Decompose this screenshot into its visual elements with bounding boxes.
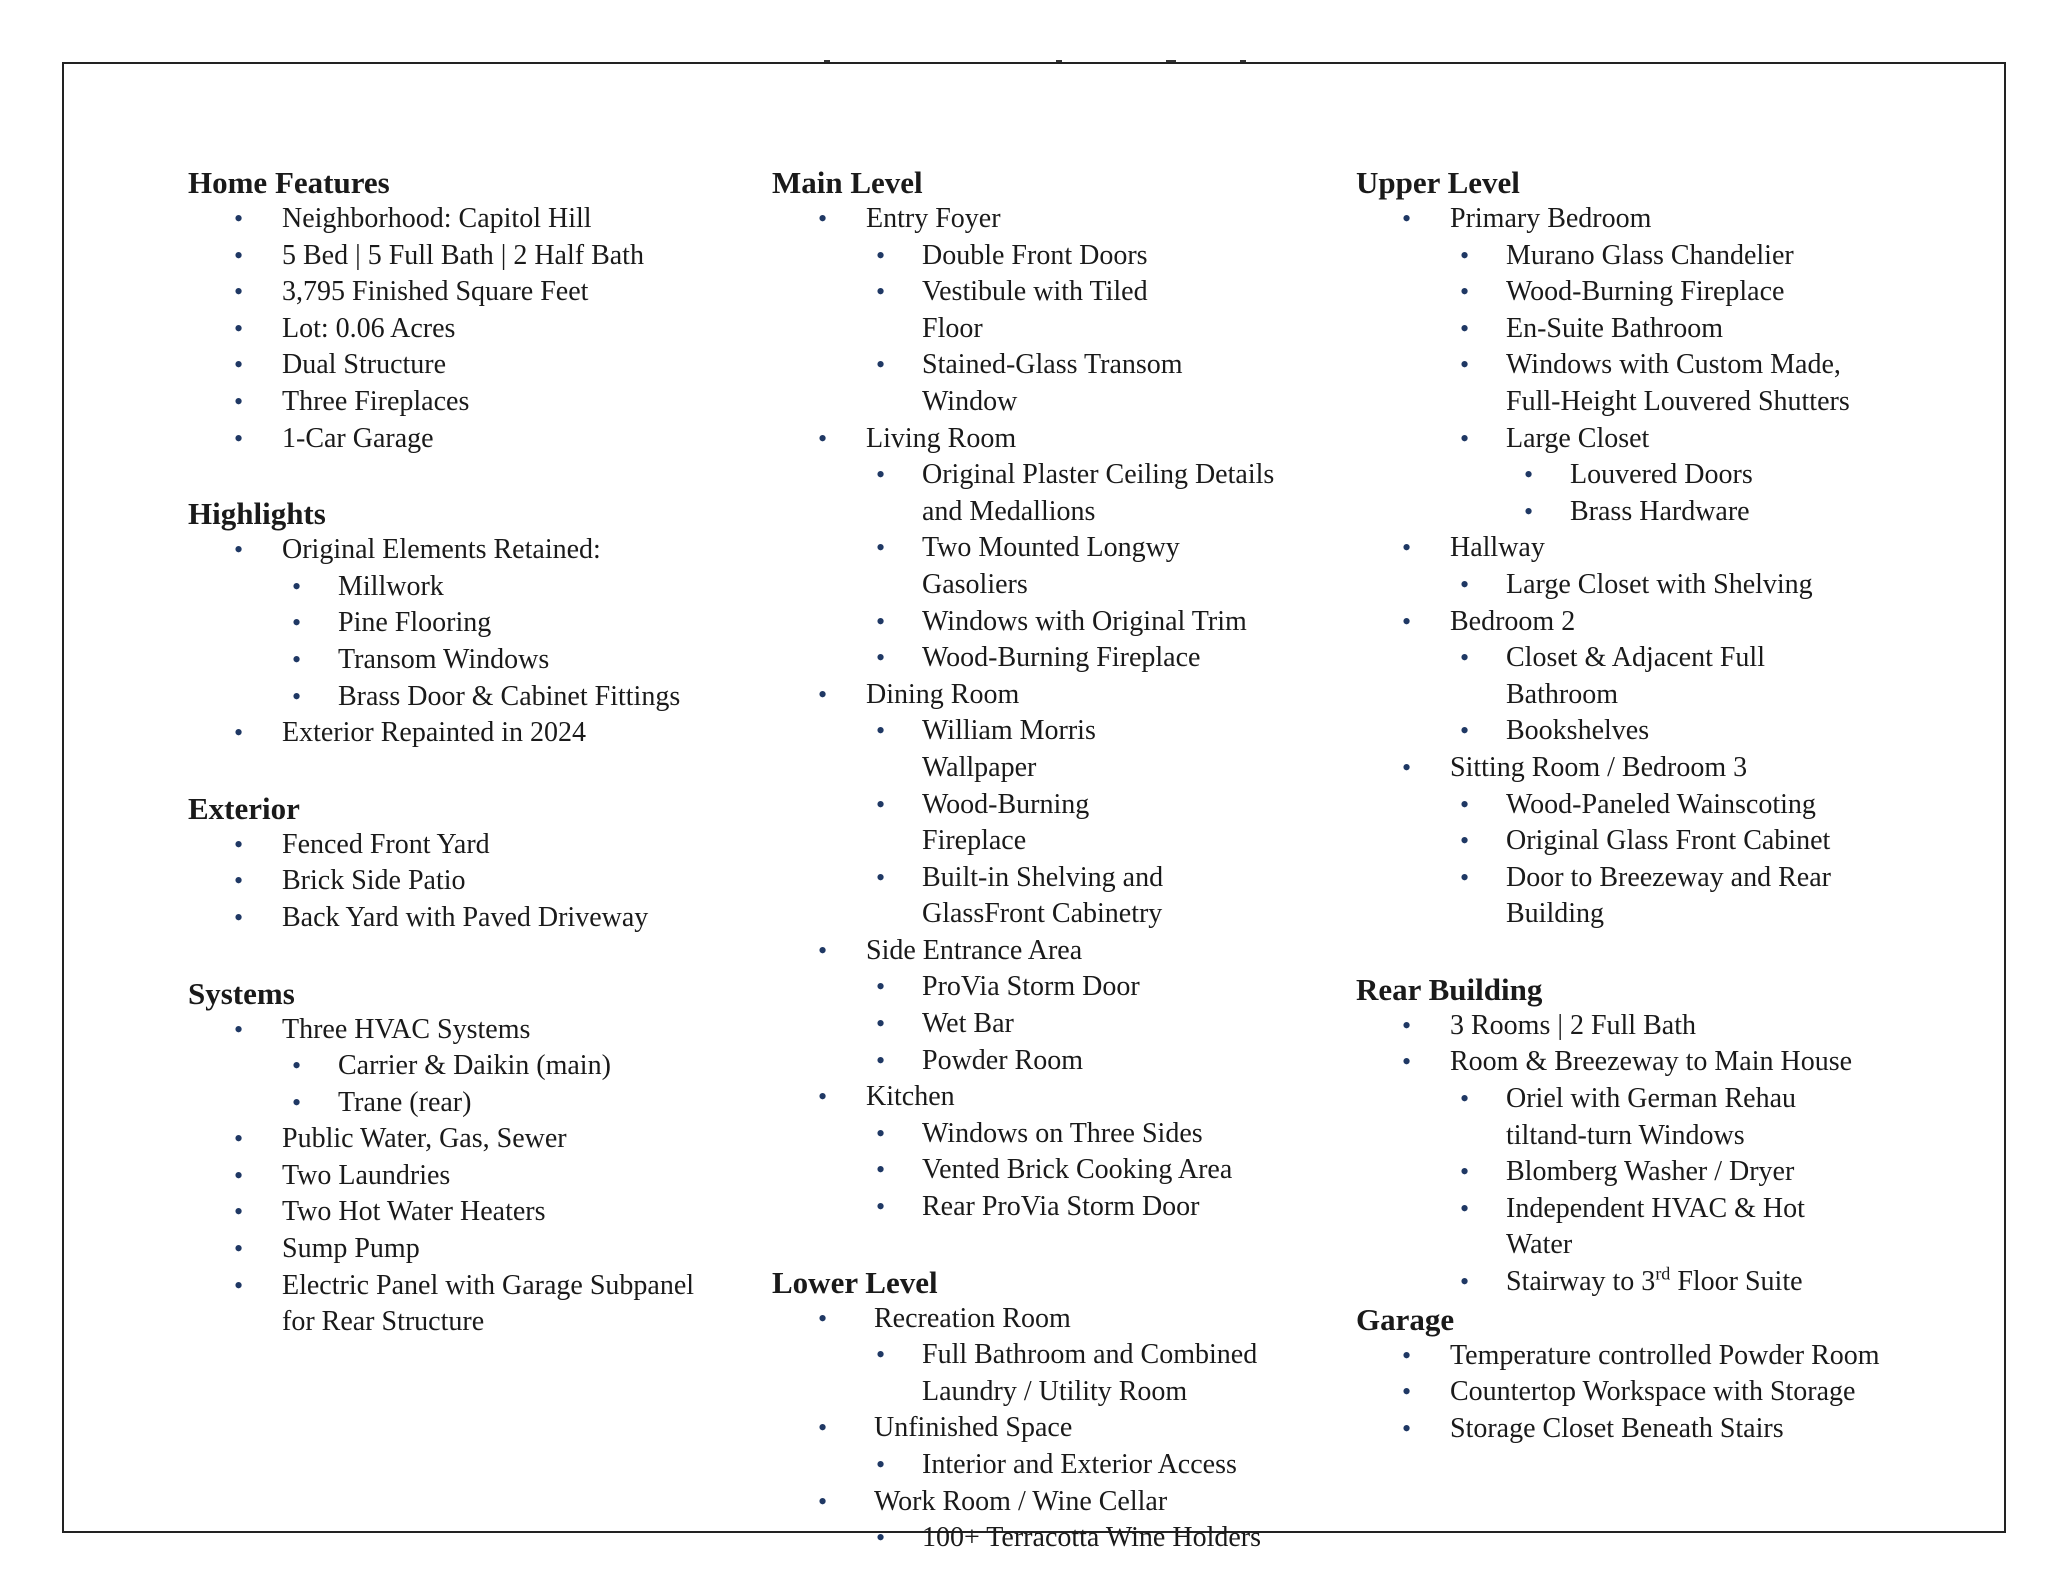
list-item: • Temperature controlled Powder Room (1356, 1338, 1956, 1375)
highlights-heading: Highlights (188, 496, 326, 532)
list-item: • Closet & Adjacent Full Bathroom (1450, 640, 1780, 713)
list-item: • En-Suite Bathroom (1450, 311, 1860, 348)
list-item: • Interior and Exterior Access (866, 1447, 1332, 1484)
sitting-room-list (1450, 787, 1860, 933)
breezeway-list (1450, 1081, 1870, 1301)
list-item: • Electric Panel with Garage Subpanel for Rear Structure (188, 1268, 722, 1341)
list-item: • Pine Flooring (282, 605, 748, 642)
list-item: • Two Hot Water Heaters (188, 1194, 748, 1231)
rear-building-heading: Rear Building (1356, 971, 1543, 1007)
systems-list-cont (188, 1121, 748, 1341)
highlights-list (188, 532, 748, 569)
original-elements-list (282, 569, 748, 715)
list-item: • Vented Brick Cooking Area (866, 1152, 1332, 1189)
list-item: • Blomberg Washer / Dryer (1450, 1154, 1870, 1191)
rear-building-list (1356, 1008, 1956, 1081)
main-level-list (772, 1079, 1332, 1116)
garage-heading: Garage (1356, 1301, 1455, 1337)
list-item: • Room & Breezeway to Main House (1356, 1044, 1956, 1081)
list-item: • Brick Side Patio (188, 863, 748, 900)
list-item: • Brass Door & Cabinet Fittings (282, 679, 748, 716)
recreation-room-list (866, 1337, 1266, 1410)
list-item: • Countertop Workspace with Storage (1356, 1374, 1956, 1411)
primary-bedroom-list (1450, 238, 1860, 458)
list-item: • Dining Room (772, 677, 1332, 714)
list-item: • Bookshelves (1450, 713, 1780, 750)
bedroom-2-list (1450, 640, 1780, 750)
living-room-list (866, 457, 1286, 677)
list-item: • Fenced Front Yard (188, 827, 748, 864)
list-item: • Windows with Custom Made, Full-Height Louvered Shutters (1450, 347, 1860, 420)
lower-level-list (772, 1484, 1332, 1521)
list-item: • Kitchen (772, 1079, 1332, 1116)
list-item: • Murano Glass Chandelier (1450, 238, 1860, 275)
list-item: • Carrier & Daikin (main) (282, 1048, 748, 1085)
list-item: • Entry Foyer (772, 201, 1332, 238)
list-item: • Side Entrance Area (772, 933, 1332, 970)
column-middle (772, 164, 1332, 1557)
list-item: • 1-Car Garage (188, 421, 748, 458)
lower-level-list (772, 1301, 1332, 1338)
upper-level-heading: Upper Level (1356, 165, 1520, 200)
main-level-list (772, 201, 1332, 238)
list-item: • Large Closet with Shelving (1450, 567, 1956, 604)
stairway-text: Stairway to 3 (1506, 1266, 1656, 1298)
list-item: • Hallway (1356, 530, 1956, 567)
list-item: • Vestibule with Tiled Floor (866, 274, 1206, 347)
list-item: • 5 Bed | 5 Full Bath | 2 Half Bath (188, 238, 748, 275)
list-item: • 3,795 Finished Square Feet (188, 274, 748, 311)
list-item: • Two Mounted Longwy Gasoliers (866, 530, 1222, 603)
list-item: • Original Plaster Ceiling Details and Medallions (866, 457, 1286, 530)
list-item: • 3 Rooms | 2 Full Bath (1356, 1008, 1956, 1045)
list-item: • 100+ Terracotta Wine Holders (866, 1520, 1332, 1557)
list-item: • Wood-Burning Fireplace (866, 640, 1286, 677)
list-item: • Louvered Doors (1506, 457, 1956, 494)
systems-heading: Systems (188, 975, 295, 1011)
list-item: • Stained-Glass Transom Window (866, 347, 1206, 420)
list-item: • Unfinished Space (772, 1410, 1332, 1447)
systems-list (188, 1012, 748, 1049)
upper-level-list (1356, 750, 1956, 787)
list-item (1450, 1264, 1870, 1301)
list-item: • Large Closet (1450, 421, 1860, 458)
list-item: • Trane (rear) (282, 1085, 748, 1122)
list-item: • Wood-Burning Fireplace (1450, 274, 1860, 311)
main-level-heading: Main Level (772, 165, 923, 200)
list-item: • Sump Pump (188, 1231, 748, 1268)
work-room-list (866, 1520, 1332, 1557)
home-features-list (188, 201, 748, 457)
highlights-list-cont (188, 715, 748, 752)
list-item: • Public Water, Gas, Sewer (188, 1121, 748, 1158)
unfinished-space-list (866, 1447, 1332, 1484)
entry-foyer-list (866, 238, 1206, 421)
list-item: • Bedroom 2 (1356, 604, 1956, 641)
list-item: • Full Bathroom and Combined Laundry / Utility Room (866, 1337, 1266, 1410)
list-item: • Recreation Room (772, 1301, 1332, 1338)
list-item: • Wood-Paneled Wainscoting (1450, 787, 1860, 824)
list-item: • Original Elements Retained: (188, 532, 748, 569)
hvac-list (282, 1048, 748, 1121)
column-right (1356, 164, 1956, 1447)
list-item: • Double Front Doors (866, 238, 1206, 275)
list-item: • Rear ProVia Storm Door (866, 1189, 1332, 1226)
lower-level-list (772, 1410, 1332, 1447)
list-item: • Brass Hardware (1506, 494, 1956, 531)
list-item: • Exterior Repainted in 2024 (188, 715, 748, 752)
stairway-text-end: Floor Suite (1670, 1266, 1803, 1298)
list-item: • Transom Windows (282, 642, 748, 679)
list-item: • Door to Breezeway and Rear Building (1450, 860, 1860, 933)
list-item: • Three Fireplaces (188, 384, 748, 421)
list-item: • Wood-Burning Fireplace (866, 787, 1186, 860)
list-item: • Work Room / Wine Cellar (772, 1484, 1332, 1521)
hallway-list (1450, 567, 1956, 604)
garage-list (1356, 1338, 1956, 1448)
list-item: • Windows with Original Trim (866, 604, 1286, 641)
list-item: • Millwork (282, 569, 748, 606)
main-level-list (772, 933, 1332, 970)
list-item: • Three HVAC Systems (188, 1012, 748, 1049)
list-item: • Lot: 0.06 Acres (188, 311, 748, 348)
upper-level-list (1356, 201, 1956, 238)
list-item: • Dual Structure (188, 347, 748, 384)
list-item: • Two Laundries (188, 1158, 748, 1195)
lower-level-heading: Lower Level (772, 1264, 938, 1300)
main-level-list (772, 677, 1332, 714)
list-item: • Built-in Shelving and GlassFront Cabinetry (866, 860, 1186, 933)
main-level-list (772, 421, 1332, 458)
list-item: • Windows on Three Sides (866, 1116, 1332, 1153)
list-item: • Storage Closet Beneath Stairs (1356, 1411, 1956, 1448)
upper-level-list (1356, 604, 1956, 641)
list-item: • William Morris Wallpaper (866, 713, 1186, 786)
dining-room-list (866, 713, 1186, 933)
list-item: • Back Yard with Paved Driveway (188, 900, 748, 937)
list-item: • Powder Room (866, 1043, 1332, 1080)
list-item: • Original Glass Front Cabinet (1450, 823, 1860, 860)
side-entrance-list (866, 969, 1332, 1079)
exterior-list (188, 827, 748, 937)
upper-level-list (1356, 530, 1956, 567)
list-item: • Oriel with German Rehau tiltand-turn Windows (1450, 1081, 1806, 1154)
home-features-heading: Home Features (188, 165, 390, 200)
list-item: • Sitting Room / Bedroom 3 (1356, 750, 1956, 787)
list-item: • ProVia Storm Door (866, 969, 1332, 1006)
exterior-heading: Exterior (188, 790, 300, 826)
list-item: • Living Room (772, 421, 1332, 458)
large-closet-list (1506, 457, 1956, 530)
list-item: • Primary Bedroom (1356, 201, 1956, 238)
kitchen-list (866, 1116, 1332, 1226)
list-item: • Independent HVAC & Hot Water (1450, 1191, 1870, 1264)
ordinal-suffix: rd (1655, 1263, 1671, 1284)
list-item: • Wet Bar (866, 1006, 1332, 1043)
list-item: • Neighborhood: Capitol Hill (188, 201, 748, 238)
column-left (188, 164, 748, 1341)
